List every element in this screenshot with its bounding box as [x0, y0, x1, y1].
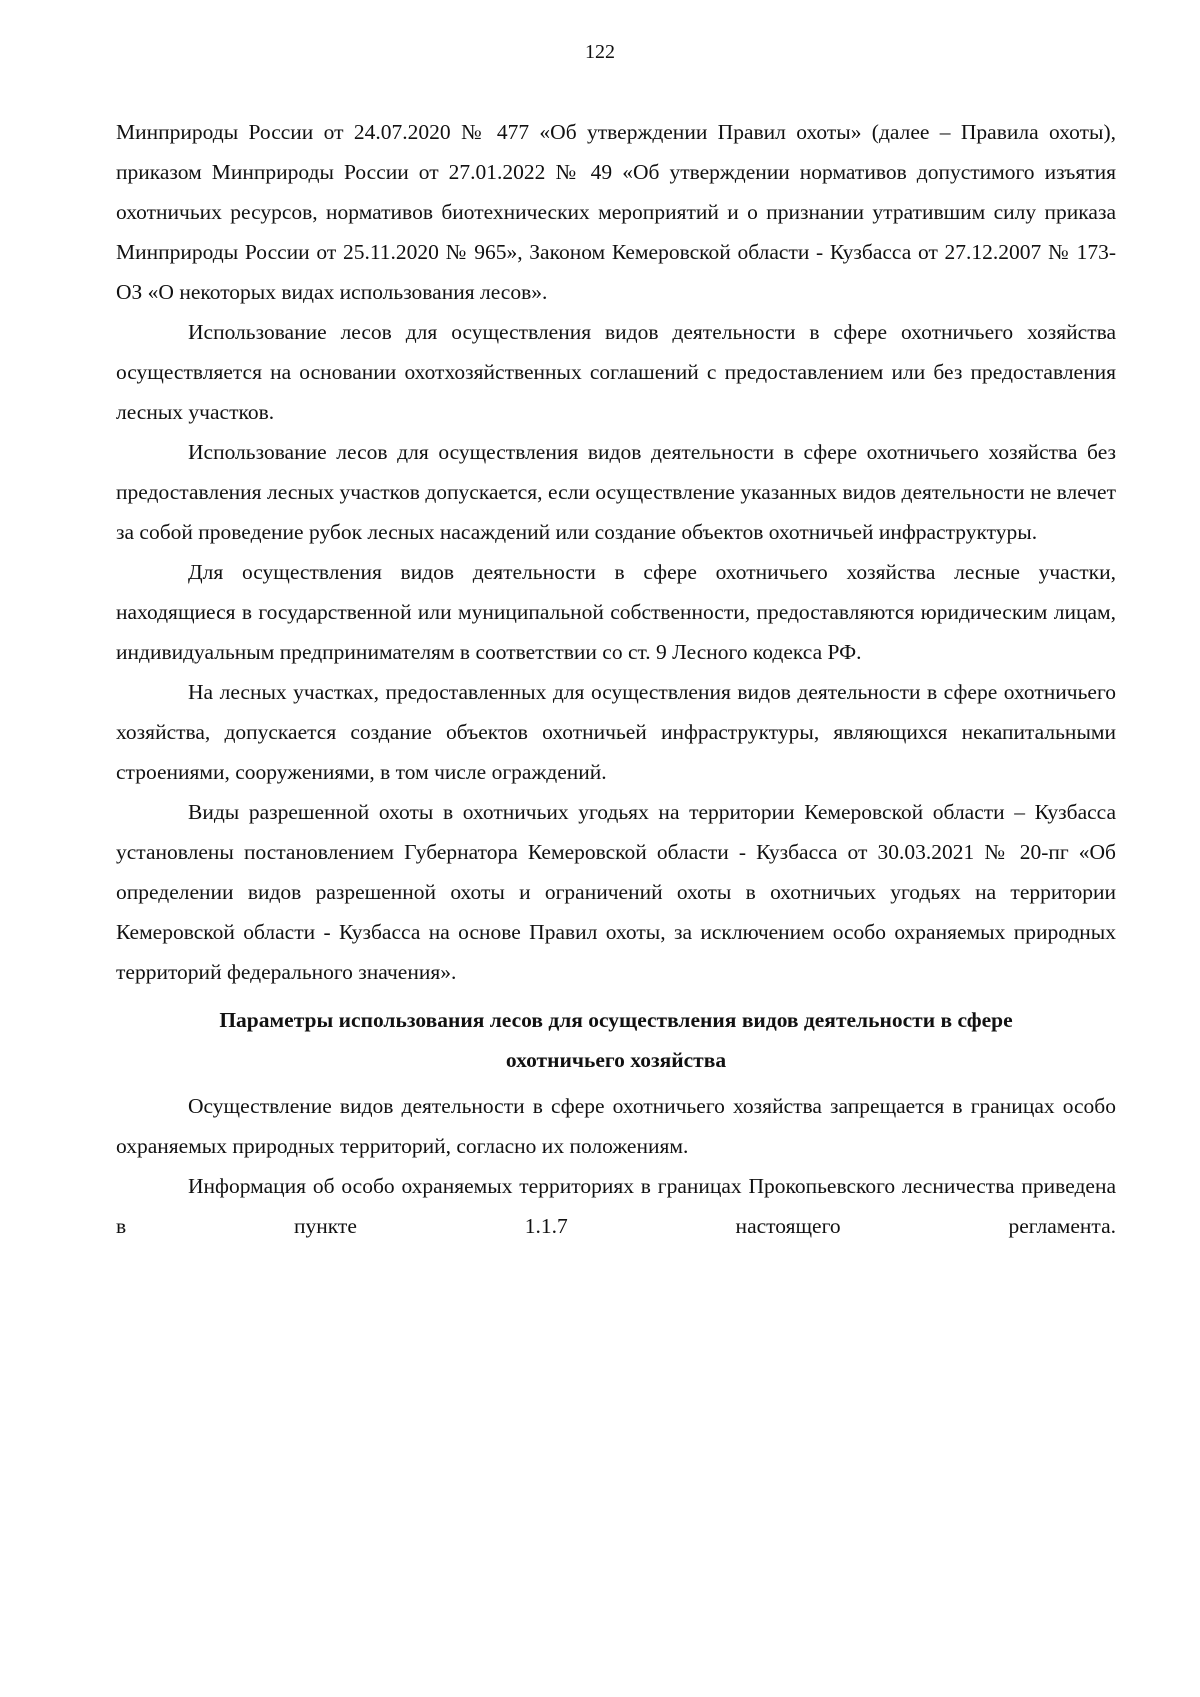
paragraph-protected-areas-ban: Осуществление видов деятельности в сфере охотничьего хозяйства запрещается в границах особо охраняемых природных территорий, согласно их положениям.	[116, 1094, 1116, 1158]
section-heading-line-1: Параметры использования лесов для осуществления видов деятельности в сфере	[219, 1008, 1013, 1032]
paragraph-legal-references: Минприроды России от 24.07.2020 № 477 «Об утверждении Правил охоты» (далее – Правила охоты), приказом Минприроды России от 27.01.2022 № 49 «Об утверждении нормативов допустимого изъятия охотничьих ресурсов, нормативов биотехнических мероприятий и о признании утратившим силу приказа Минприроды России от 25.11.2020 № 965», Законом Кемеровской области - Кузбасса от 27.12.2007 № 173-ОЗ «О некоторых видах использования лесов».	[116, 120, 1116, 304]
paragraph-permitted-hunting: Виды разрешенной охоты в охотничьих угодьях на территории Кемеровской области – Кузбасса установлены постановлением Губернатора Кемеровской области - Кузбасса от 30.03.2021 № 20-пг «Об определении видов разрешенной охоты и ограничений охоты в охотничьих угодьях на территории Кемеровской области - Кузбасса на основе Правил охоты, за исключением особо охраняемых природных территорий федерального значения».	[116, 800, 1116, 984]
paragraph-without-plots: Использование лесов для осуществления видов деятельности в сфере охотничьего хозяйства без предоставления лесных участков допускается, если осуществление указанных видов деятельности не влечет за собой проведение рубок лесных насаждений или создание объектов охотничьей инфраструктуры.	[116, 440, 1116, 544]
paragraph-hunting-forest-use: Использование лесов для осуществления видов деятельности в сфере охотничьего хозяйства осуществляется на основании охотхозяйственных соглашений с предоставлением или без предоставления лесных участков.	[116, 320, 1116, 424]
section-heading	[116, 1000, 1116, 1080]
section-heading-line-2: охотничьего хозяйства	[505, 1048, 727, 1072]
paragraph-infrastructure: На лесных участках, предоставленных для осуществления видов деятельности в сфере охотничьего хозяйства, допускается создание объектов охотничьей инфраструктуры, являющихся некапитальными строениями, сооружениями, в том числе ограждений.	[116, 680, 1116, 784]
paragraph-protected-areas-info: Информация об особо охраняемых территориях в границах Прокопьевского лесничества приведена в пункте 1.1.7 настоящего регламента.	[116, 1174, 1116, 1238]
document-body	[116, 112, 1116, 1246]
paragraph-plot-provision: Для осуществления видов деятельности в сфере охотничьего хозяйства лесные участки, находящиеся в государственной или муниципальной собственности, предоставляются юридическим лицам, индивидуальным предпринимателям в соответствии со ст. 9 Лесного кодекса РФ.	[116, 560, 1116, 664]
page-number: 122	[585, 41, 615, 63]
